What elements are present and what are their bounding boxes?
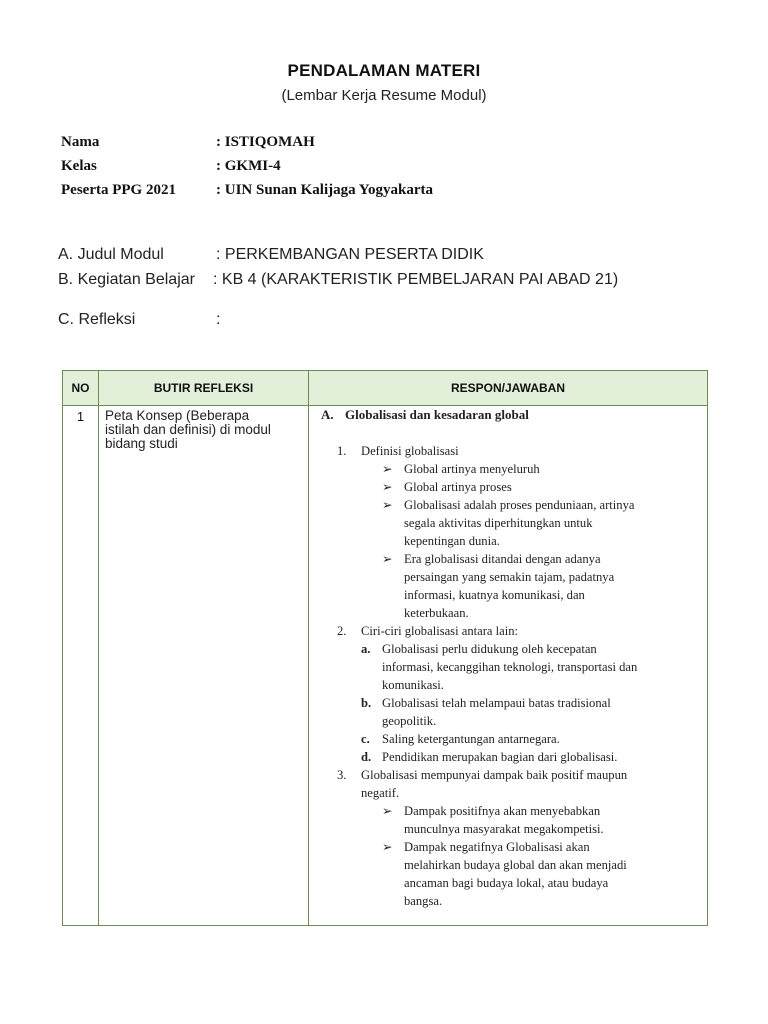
bullet-text: ancaman bagi budaya lokal, atau budaya	[404, 876, 609, 890]
bullet-text: Globalisasi adalah proses penduniaan, artinya	[404, 498, 635, 512]
bullet-text: keterbukaan.	[404, 606, 469, 620]
heading-marker: A.	[321, 407, 334, 422]
section-value: : PERKEMBANGAN PESERTA DIDIK	[216, 246, 484, 263]
bullet-text: Era globalisasi ditandai dengan adanya	[404, 552, 601, 566]
bullet-arrow-icon: ➢	[382, 462, 393, 476]
bullet-arrow-icon: ➢	[382, 840, 393, 854]
butir-cell	[99, 406, 309, 926]
bullet-arrow-icon: ➢	[382, 804, 393, 818]
letter-marker: a.	[361, 642, 371, 656]
bullet-text: persaingan yang semakin tajam, padatnya	[404, 570, 615, 584]
letter-text: Saling ketergantungan antarnegara.	[382, 732, 560, 746]
identity-label: Kelas	[61, 158, 97, 174]
row-number: 1	[63, 406, 99, 926]
bullet-arrow-icon: ➢	[382, 498, 393, 512]
header-no: NO	[63, 371, 99, 406]
item-text: Ciri-ciri globalisasi antara lain:	[361, 624, 519, 638]
identity-value: : UIN Sunan Kalijaga Yogyakarta	[216, 182, 433, 198]
respon-cell	[309, 406, 708, 926]
bullet-text: Global artinya proses	[404, 480, 512, 494]
table-row	[63, 406, 708, 926]
item-number: 3.	[337, 768, 347, 782]
bullet-text: segala aktivitas diperhitungkan untuk	[404, 516, 593, 530]
table-header-row	[63, 371, 708, 406]
letter-text: geopolitik.	[382, 714, 437, 728]
heading-text: Globalisasi dan kesadaran global	[345, 407, 529, 422]
section-value: :	[216, 311, 221, 328]
respon-heading	[321, 406, 529, 424]
section-label: C. Refleksi	[58, 311, 136, 328]
butir-line: bidang studi	[105, 436, 178, 451]
letter-marker: b.	[361, 696, 372, 710]
bullet-text: Dampak negatifnya Globalisasi akan	[404, 840, 590, 854]
header-respon: RESPON/JAWABAN	[309, 371, 708, 406]
butir-line: Peta Konsep (Beberapa	[105, 408, 250, 423]
header-butir: BUTIR REFLEKSI	[99, 371, 309, 406]
page-title: PENDALAMAN MATERI	[287, 61, 481, 80]
reflection-table	[62, 370, 708, 926]
section-label: B. Kegiatan Belajar	[58, 271, 195, 288]
identity-value: : GKMI-4	[216, 158, 281, 174]
page-subtitle: (Lembar Kerja Resume Modul)	[281, 87, 487, 104]
item-text: Globalisasi mempunyai dampak baik positif maupun	[361, 768, 628, 782]
identity-label: Peserta PPG 2021	[61, 182, 176, 198]
item-text: Definisi globalisasi	[361, 444, 459, 458]
identity-label: Nama	[61, 134, 100, 150]
bullet-text: kepentingan dunia.	[404, 534, 500, 548]
item-number: 2.	[337, 624, 347, 638]
bullet-text: bangsa.	[404, 894, 443, 908]
bullet-arrow-icon: ➢	[382, 552, 393, 566]
letter-text: informasi, kecanggihan teknologi, transportasi dan	[382, 660, 638, 674]
letter-text: komunikasi.	[382, 678, 444, 692]
butir-line: istilah dan definisi) di modul	[105, 422, 271, 437]
letter-text: Globalisasi perlu didukung oleh kecepatan	[382, 642, 597, 656]
letter-text: Pendidikan merupakan bagian dari globalisasi.	[382, 750, 618, 764]
bullet-text: Global artinya menyeluruh	[404, 462, 540, 476]
identity-value: : ISTIQOMAH	[216, 134, 315, 150]
letter-marker: d.	[361, 750, 372, 764]
item-number: 1.	[337, 444, 347, 458]
bullet-text: munculnya masyarakat megakompetisi.	[404, 822, 604, 836]
bullet-arrow-icon: ➢	[382, 480, 393, 494]
section-value: : KB 4 (KARAKTERISTIK PEMBELJARAN PAI ABAD 21)	[213, 271, 619, 288]
bullet-text: melahirkan budaya global dan akan menjadi	[404, 858, 627, 872]
bullet-text: Dampak positifnya akan menyebabkan	[404, 804, 601, 818]
section-label: A. Judul Modul	[58, 246, 164, 263]
letter-text: Globalisasi telah melampaui batas tradisional	[382, 696, 611, 710]
letter-marker: c.	[361, 732, 370, 746]
item-text: negatif.	[361, 786, 400, 800]
bullet-text: informasi, kuatnya komunikasi, dan	[404, 588, 585, 602]
